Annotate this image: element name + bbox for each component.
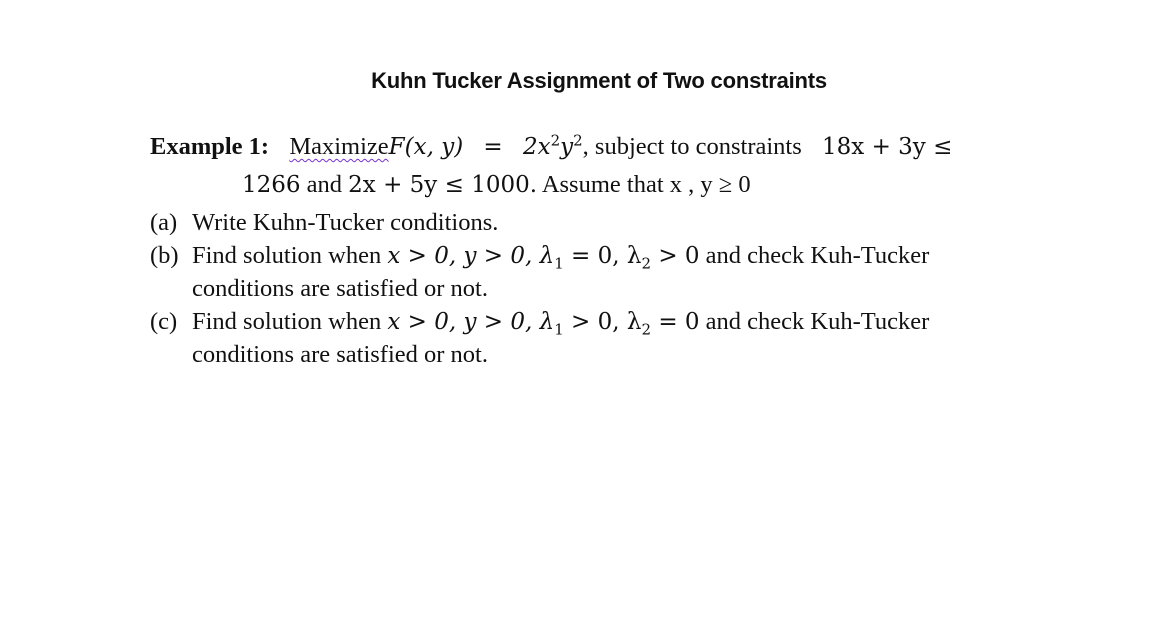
objective-expression: $2x^2y^2$	[522, 131, 583, 160]
part-c-suffix: and check Kuh-Tucker	[705, 308, 930, 335]
part-b-condition: x > 0, y > 0, $\lambda_1 = 0$, $\lambda_2 > 0$	[387, 243, 700, 273]
objective-function: F(x, y)	[388, 134, 464, 160]
part-c-continuation: conditions are satisfied or not.	[192, 341, 488, 368]
assumption-text: Assume that x , y ≥ 0	[541, 171, 751, 198]
constraint-1-rhs: 1266	[242, 172, 301, 198]
and-text: and	[306, 171, 343, 198]
equals-sign: =	[483, 134, 503, 160]
maximize-word: Maximize	[289, 133, 389, 160]
part-b-continuation: conditions are satisfied or not.	[192, 275, 488, 302]
subject-to-text: , subject to constraints	[582, 133, 802, 160]
part-c-label: (c)	[150, 308, 178, 335]
part-c-prefix: Find solution when	[192, 308, 382, 335]
example-line-2	[242, 168, 751, 202]
part-b	[150, 239, 929, 273]
part-a-label: (a)	[150, 209, 178, 236]
part-c-condition: x > 0, y > 0, $\lambda_1 > 0$, $\lambda_2 = 0$	[387, 309, 700, 339]
part-b-suffix: and check Kuh-Tucker	[705, 242, 930, 269]
constraint-2: 2x + 5y ≤ 1000.	[348, 172, 538, 198]
part-b-label: (b)	[150, 242, 179, 269]
example-line-1	[150, 130, 952, 164]
example-label: Example 1:	[150, 133, 270, 160]
part-c	[150, 305, 929, 339]
part-a	[150, 206, 498, 239]
part-b-prefix: Find solution when	[192, 242, 382, 269]
part-a-text: Write Kuhn-Tucker conditions.	[192, 209, 499, 236]
page-title: Kuhn Tucker Assignment of Two constraints	[371, 68, 827, 93]
constraint-1-lhs: 18x + 3y ≤	[822, 134, 953, 160]
